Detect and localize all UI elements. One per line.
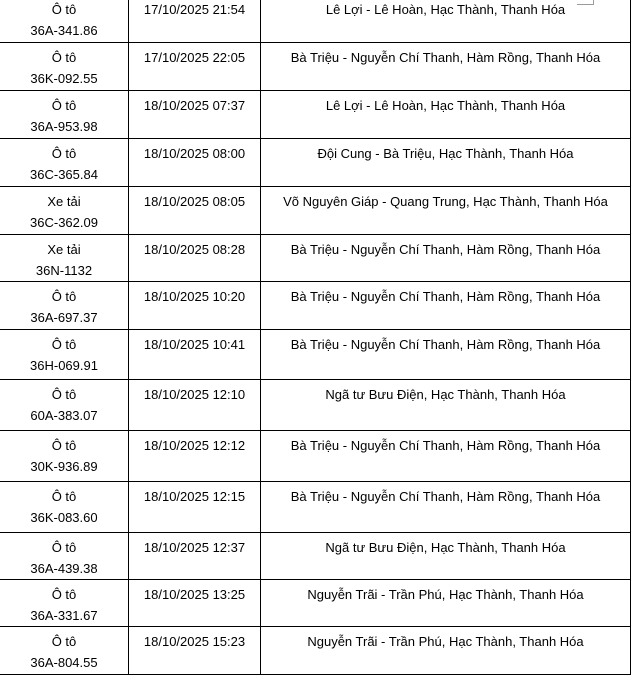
violation-time: 18/10/2025 13:25 xyxy=(129,580,261,627)
license-plate: 60A-383.07 xyxy=(30,408,98,423)
vehicle-cell xyxy=(0,482,129,533)
license-plate: 36K-083.60 xyxy=(30,510,98,525)
license-plate: 36N-1132 xyxy=(35,263,93,278)
violation-time: 18/10/2025 12:15 xyxy=(129,482,261,533)
license-plate: 36H-069.91 xyxy=(30,358,98,373)
table-row xyxy=(0,139,631,187)
table-row xyxy=(0,235,631,282)
vehicle-type: Xe tải xyxy=(47,194,81,209)
vehicle-cell xyxy=(0,380,129,431)
license-plate: 30K-936.89 xyxy=(30,459,98,474)
vehicle-cell xyxy=(0,627,129,675)
vehicle-cell xyxy=(0,0,129,43)
license-plate: 36A-439.38 xyxy=(30,561,98,576)
vehicle-type: Ô tô xyxy=(51,289,77,304)
vehicle-cell xyxy=(0,330,129,380)
violation-time: 18/10/2025 10:20 xyxy=(129,282,261,330)
table-row xyxy=(0,380,631,431)
vehicle-cell xyxy=(0,91,129,139)
license-plate: 36C-365.84 xyxy=(30,167,98,182)
violation-time: 17/10/2025 22:05 xyxy=(129,43,261,91)
violation-location: Bà Triệu - Nguyễn Chí Thanh, Hàm Rồng, Thanh Hóa xyxy=(261,330,631,380)
violation-time: 18/10/2025 08:05 xyxy=(129,187,261,235)
table-row xyxy=(0,431,631,482)
violation-location: Ngã tư Bưu Điện, Hạc Thành, Thanh Hóa xyxy=(261,380,631,431)
violation-time: 18/10/2025 15:23 xyxy=(129,627,261,675)
vehicle-cell xyxy=(0,43,129,91)
table-row xyxy=(0,91,631,139)
vehicle-type: Ô tô xyxy=(51,98,77,113)
violation-location: Bà Triệu - Nguyễn Chí Thanh, Hàm Rồng, Thanh Hóa xyxy=(261,482,631,533)
vehicle-type: Xe tải xyxy=(47,242,81,257)
violation-location: Lê Lợi - Lê Hoàn, Hạc Thành, Thanh Hóa xyxy=(261,0,631,43)
vehicle-type: Ô tô xyxy=(51,2,77,17)
vehicle-cell xyxy=(0,431,129,482)
table-row xyxy=(0,627,631,675)
violation-location: Bà Triệu - Nguyễn Chí Thanh, Hàm Rồng, Thanh Hóa xyxy=(261,282,631,330)
vehicle-type: Ô tô xyxy=(51,634,77,649)
violation-location: Bà Triệu - Nguyễn Chí Thanh, Hàm Rồng, Thanh Hóa xyxy=(261,431,631,482)
vehicle-cell xyxy=(0,533,129,580)
vehicle-cell xyxy=(0,235,129,282)
violation-location: Nguyễn Trãi - Trần Phú, Hạc Thành, Thanh Hóa xyxy=(261,627,631,675)
table-row xyxy=(0,282,631,330)
vehicle-type: Ô tô xyxy=(51,146,77,161)
violation-time: 17/10/2025 21:54 xyxy=(129,0,261,43)
table-row xyxy=(0,533,631,580)
license-plate: 36A-331.67 xyxy=(30,608,98,623)
violation-time: 18/10/2025 12:12 xyxy=(129,431,261,482)
table-row xyxy=(0,330,631,380)
vehicle-type: Ô tô xyxy=(51,387,77,402)
vehicle-type: Ô tô xyxy=(51,540,77,555)
license-plate: 36A-804.55 xyxy=(30,655,98,670)
vehicle-cell xyxy=(0,282,129,330)
table-row xyxy=(0,0,631,43)
violation-location: Võ Nguyên Giáp - Quang Trung, Hạc Thành, Thanh Hóa xyxy=(261,187,631,235)
violation-time: 18/10/2025 12:10 xyxy=(129,380,261,431)
license-plate: 36A-697.37 xyxy=(30,310,98,325)
vehicle-type: Ô tô xyxy=(51,50,77,65)
violation-time: 18/10/2025 10:41 xyxy=(129,330,261,380)
violation-time: 18/10/2025 08:00 xyxy=(129,139,261,187)
vehicle-cell xyxy=(0,139,129,187)
vehicle-type: Ô tô xyxy=(51,489,77,504)
violation-location: Ngã tư Bưu Điện, Hạc Thành, Thanh Hóa xyxy=(261,533,631,580)
vehicle-cell xyxy=(0,187,129,235)
violation-location: Bà Triệu - Nguyễn Chí Thanh, Hàm Rồng, Thanh Hóa xyxy=(261,235,631,282)
vehicle-type: Ô tô xyxy=(51,337,77,352)
violation-time: 18/10/2025 12:37 xyxy=(129,533,261,580)
table-row xyxy=(0,187,631,235)
table-row xyxy=(0,580,631,627)
table-row xyxy=(0,482,631,533)
license-plate: 36A-341.86 xyxy=(30,23,98,38)
license-plate: 36A-953.98 xyxy=(30,119,98,134)
license-plate: 36C-362.09 xyxy=(30,215,98,230)
violation-location: Lê Lợi - Lê Hoàn, Hạc Thành, Thanh Hóa xyxy=(261,91,631,139)
vehicle-type: Ô tô xyxy=(51,438,77,453)
violation-location: Đội Cung - Bà Triệu, Hạc Thành, Thanh Hóa xyxy=(261,139,631,187)
violation-time: 18/10/2025 07:37 xyxy=(129,91,261,139)
violation-location: Bà Triệu - Nguyễn Chí Thanh, Hàm Rồng, Thanh Hóa xyxy=(261,43,631,91)
violation-time: 18/10/2025 08:28 xyxy=(129,235,261,282)
license-plate: 36K-092.55 xyxy=(30,71,98,86)
vehicle-cell xyxy=(0,580,129,627)
vehicle-type: Ô tô xyxy=(51,587,77,602)
violation-location: Nguyễn Trãi - Trần Phú, Hạc Thành, Thanh Hóa xyxy=(261,580,631,627)
table-row xyxy=(0,43,631,91)
